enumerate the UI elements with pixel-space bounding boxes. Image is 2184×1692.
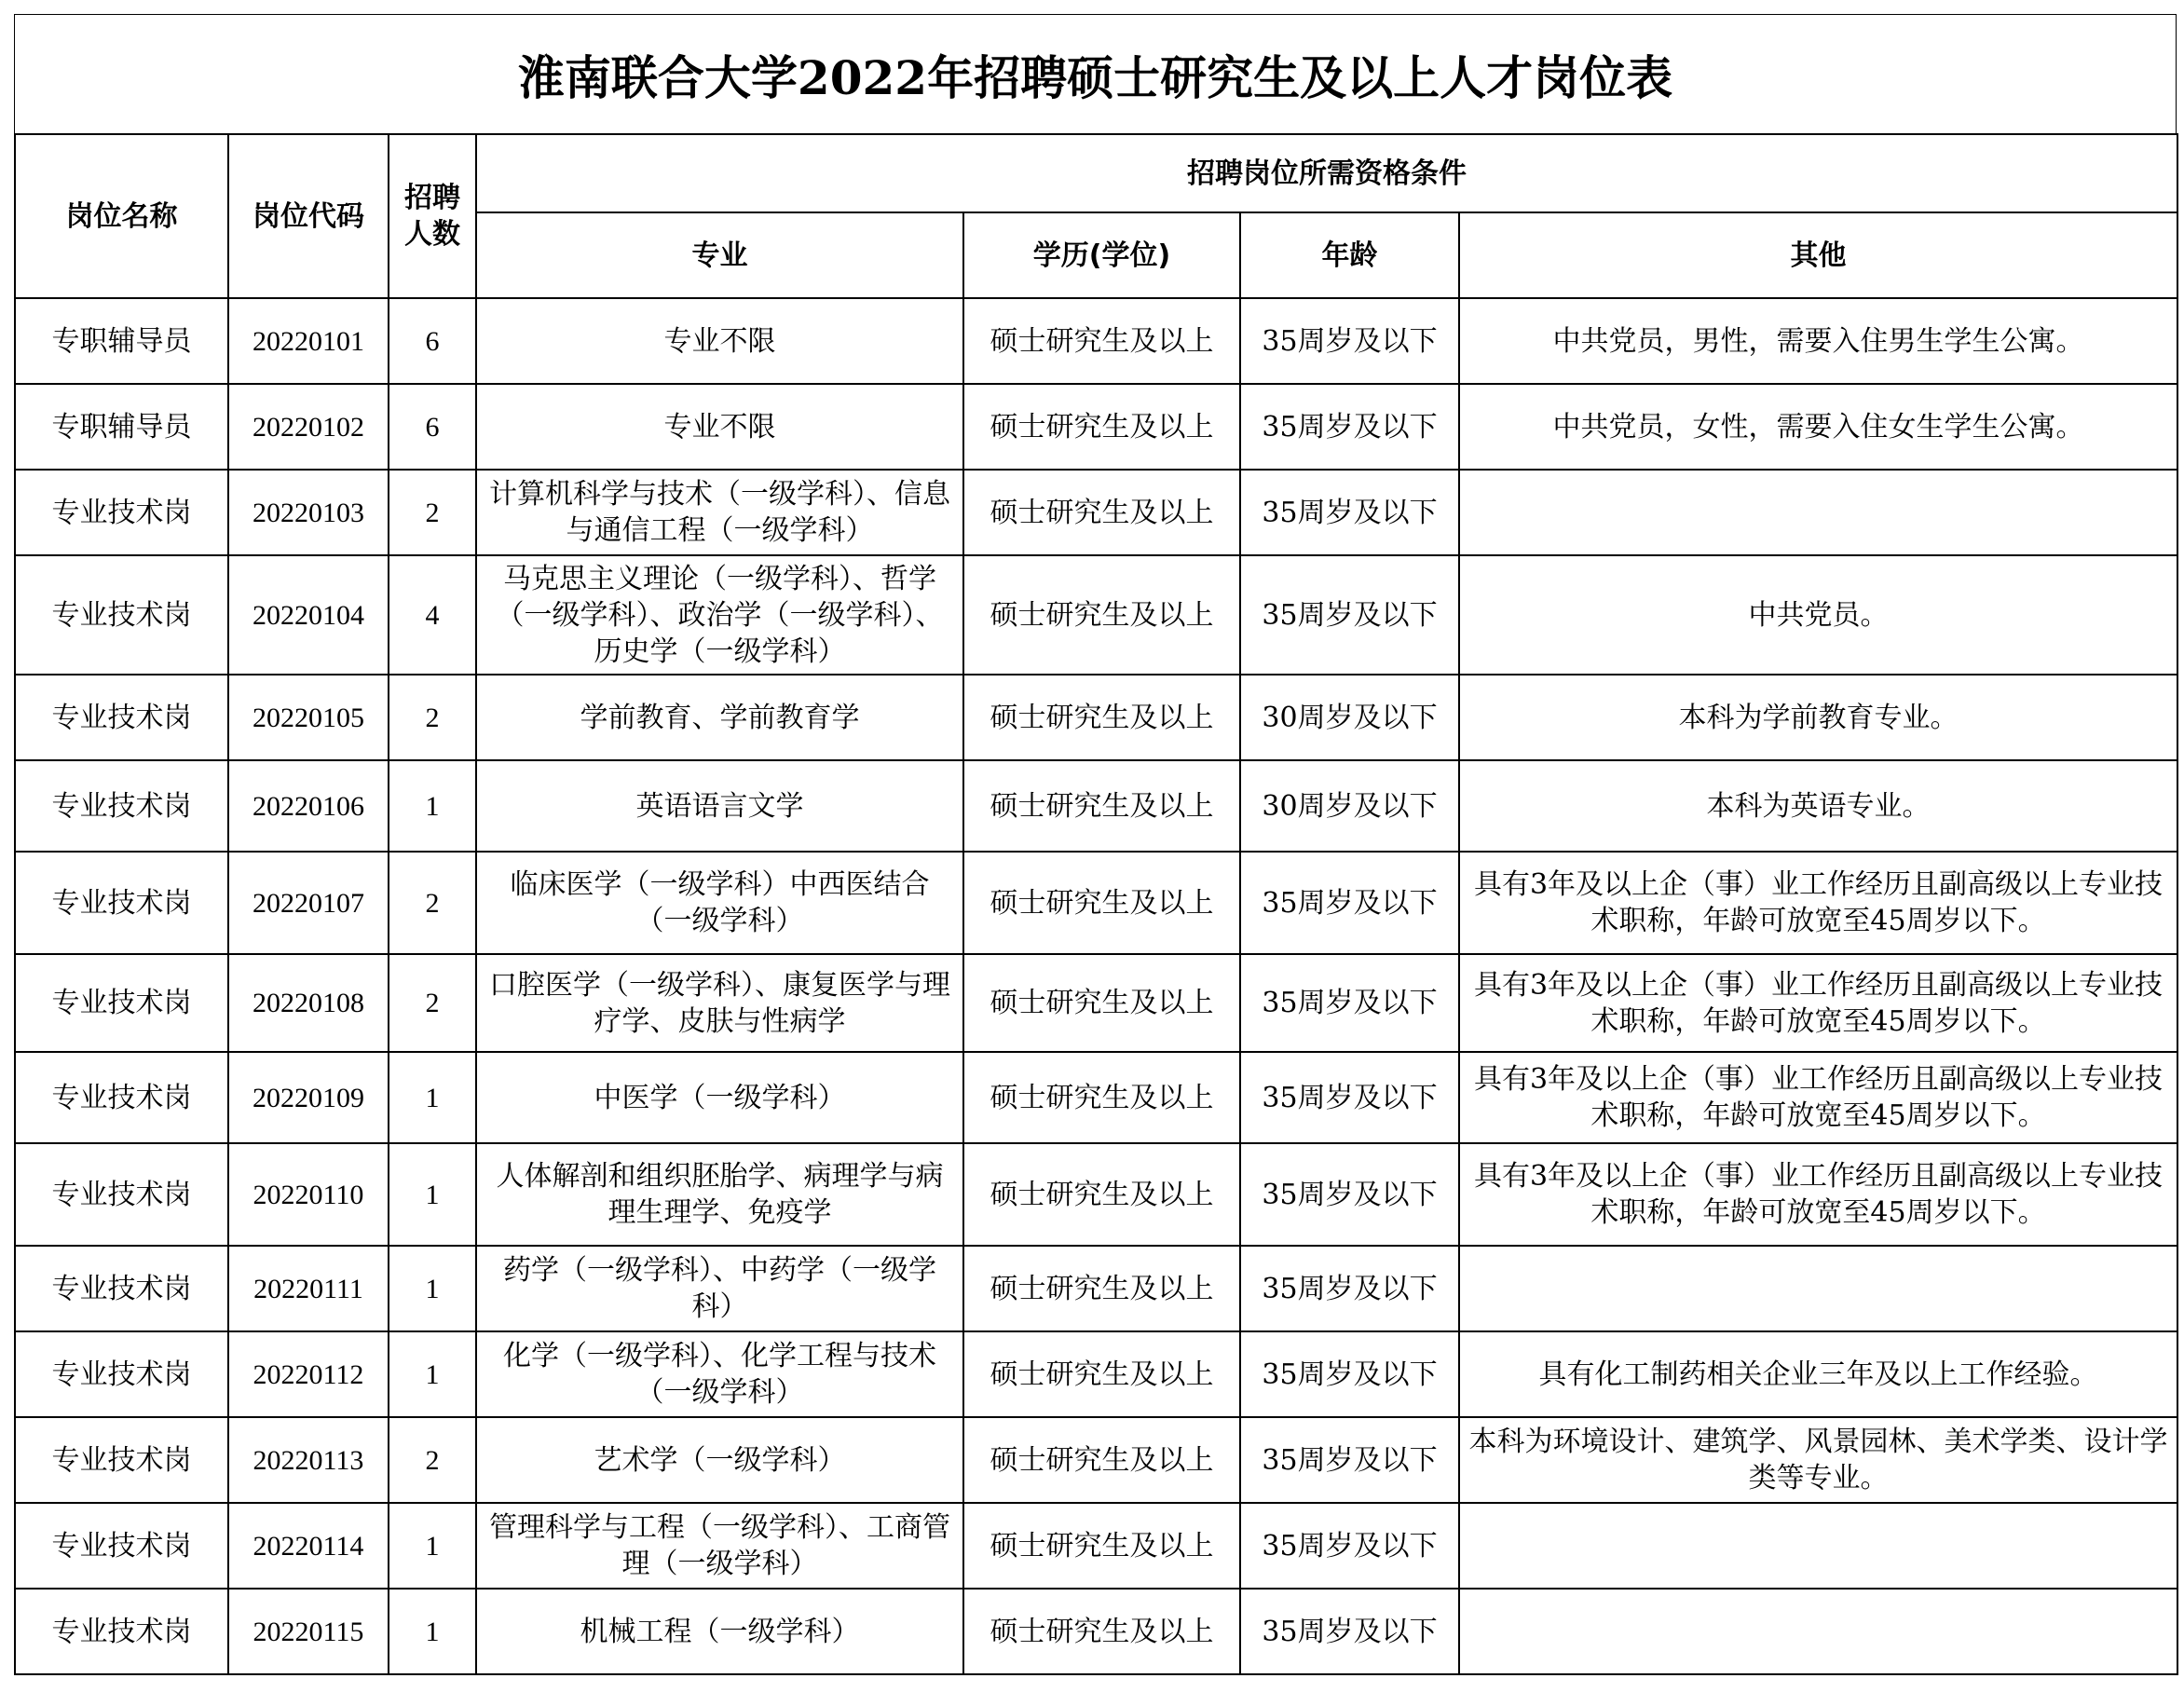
cell-position-name: 专业技术岗 xyxy=(15,1143,228,1246)
cell-age: 35周岁及以下 xyxy=(1240,1503,1459,1589)
header-education: 学历(学位) xyxy=(963,212,1240,298)
table-row xyxy=(15,675,2177,760)
cell-position-code: 20220109 xyxy=(228,1052,389,1143)
cell-age: 35周岁及以下 xyxy=(1240,1331,1459,1417)
cell-other: 具有3年及以上企（事）业工作经历且副高级以上专业技术职称，年龄可放宽至45周岁以下。 xyxy=(1459,1143,2177,1246)
cell-education: 硕士研究生及以上 xyxy=(963,1589,1240,1674)
cell-position-code: 20220105 xyxy=(228,675,389,760)
cell-position-code: 20220111 xyxy=(228,1246,389,1331)
cell-education: 硕士研究生及以上 xyxy=(963,954,1240,1052)
cell-other: 中共党员，男性，需要入住男生学生公寓。 xyxy=(1459,298,2177,384)
cell-position-code: 20220103 xyxy=(228,470,389,555)
cell-hiring-count: 1 xyxy=(389,760,476,852)
cell-other: 具有3年及以上企（事）业工作经历且副高级以上专业技术职称，年龄可放宽至45周岁以下。 xyxy=(1459,1052,2177,1143)
table-row xyxy=(15,298,2177,384)
cell-education: 硕士研究生及以上 xyxy=(963,470,1240,555)
cell-major: 药学（一级学科）、中药学（一级学科） xyxy=(476,1246,963,1331)
table-row xyxy=(15,954,2177,1052)
cell-hiring-count: 6 xyxy=(389,298,476,384)
cell-education: 硕士研究生及以上 xyxy=(963,675,1240,760)
table-row xyxy=(15,1143,2177,1246)
cell-major: 化学（一级学科）、化学工程与技术（一级学科） xyxy=(476,1331,963,1417)
document-page xyxy=(14,14,2177,1675)
cell-age: 35周岁及以下 xyxy=(1240,1417,1459,1503)
cell-other xyxy=(1459,1246,2177,1331)
cell-education: 硕士研究生及以上 xyxy=(963,1331,1240,1417)
table-row xyxy=(15,1589,2177,1674)
header-age: 年龄 xyxy=(1240,212,1459,298)
cell-position-name: 专业技术岗 xyxy=(15,760,228,852)
cell-position-code: 20220104 xyxy=(228,555,389,675)
cell-position-name: 专业技术岗 xyxy=(15,470,228,555)
header-position-name: 岗位名称 xyxy=(15,134,228,298)
table-row xyxy=(15,852,2177,954)
cell-position-name: 专业技术岗 xyxy=(15,675,228,760)
cell-major: 口腔医学（一级学科）、康复医学与理疗学、皮肤与性病学 xyxy=(476,954,963,1052)
cell-major: 专业不限 xyxy=(476,298,963,384)
cell-position-name: 专业技术岗 xyxy=(15,555,228,675)
cell-position-name: 专业技术岗 xyxy=(15,1246,228,1331)
cell-major: 专业不限 xyxy=(476,384,963,470)
cell-other: 本科为学前教育专业。 xyxy=(1459,675,2177,760)
cell-position-code: 20220110 xyxy=(228,1143,389,1246)
table-body xyxy=(15,298,2177,1674)
table-row xyxy=(15,1246,2177,1331)
cell-position-code: 20220112 xyxy=(228,1331,389,1417)
cell-hiring-count: 1 xyxy=(389,1589,476,1674)
cell-major: 管理科学与工程（一级学科）、工商管理（一级学科） xyxy=(476,1503,963,1589)
cell-position-code: 20220114 xyxy=(228,1503,389,1589)
header-row-1 xyxy=(15,134,2177,212)
table-row xyxy=(15,1417,2177,1503)
cell-other: 中共党员。 xyxy=(1459,555,2177,675)
cell-education: 硕士研究生及以上 xyxy=(963,298,1240,384)
cell-other: 本科为环境设计、建筑学、风景园林、美术学类、设计学类等专业。 xyxy=(1459,1417,2177,1503)
cell-age: 35周岁及以下 xyxy=(1240,384,1459,470)
header-count-line2: 人数 xyxy=(404,218,460,251)
cell-position-code: 20220115 xyxy=(228,1589,389,1674)
cell-position-name: 专业技术岗 xyxy=(15,1331,228,1417)
cell-position-name: 专业技术岗 xyxy=(15,1052,228,1143)
cell-age: 30周岁及以下 xyxy=(1240,760,1459,852)
cell-position-name: 专业技术岗 xyxy=(15,1503,228,1589)
header-conditions: 招聘岗位所需资格条件 xyxy=(476,134,2177,212)
cell-education: 硕士研究生及以上 xyxy=(963,1417,1240,1503)
table-row xyxy=(15,384,2177,470)
cell-age: 35周岁及以下 xyxy=(1240,1052,1459,1143)
cell-hiring-count: 1 xyxy=(389,1331,476,1417)
cell-hiring-count: 2 xyxy=(389,675,476,760)
cell-position-name: 专业技术岗 xyxy=(15,954,228,1052)
table-title: 淮南联合大学2022年招聘硕士研究生及以上人才岗位表 xyxy=(14,14,2177,133)
cell-education: 硕士研究生及以上 xyxy=(963,1503,1240,1589)
cell-education: 硕士研究生及以上 xyxy=(963,1052,1240,1143)
cell-major: 临床医学（一级学科）中西医结合（一级学科） xyxy=(476,852,963,954)
cell-hiring-count: 2 xyxy=(389,470,476,555)
cell-major: 机械工程（一级学科） xyxy=(476,1589,963,1674)
header-hiring-count xyxy=(389,134,476,298)
cell-position-name: 专职辅导员 xyxy=(15,298,228,384)
header-position-code: 岗位代码 xyxy=(228,134,389,298)
cell-other: 具有3年及以上企（事）业工作经历且副高级以上专业技术职称，年龄可放宽至45周岁以下。 xyxy=(1459,954,2177,1052)
cell-other xyxy=(1459,470,2177,555)
cell-education: 硕士研究生及以上 xyxy=(963,760,1240,852)
positions-table xyxy=(14,133,2178,1675)
cell-education: 硕士研究生及以上 xyxy=(963,852,1240,954)
cell-major: 中医学（一级学科） xyxy=(476,1052,963,1143)
table-row xyxy=(15,555,2177,675)
cell-education: 硕士研究生及以上 xyxy=(963,384,1240,470)
table-row xyxy=(15,1052,2177,1143)
cell-age: 35周岁及以下 xyxy=(1240,555,1459,675)
cell-age: 35周岁及以下 xyxy=(1240,1589,1459,1674)
cell-hiring-count: 1 xyxy=(389,1246,476,1331)
header-major: 专业 xyxy=(476,212,963,298)
cell-hiring-count: 1 xyxy=(389,1143,476,1246)
header-count-line1: 招聘 xyxy=(404,182,460,214)
cell-education: 硕士研究生及以上 xyxy=(963,1143,1240,1246)
cell-hiring-count: 1 xyxy=(389,1503,476,1589)
cell-age: 35周岁及以下 xyxy=(1240,470,1459,555)
header-other: 其他 xyxy=(1459,212,2177,298)
cell-major: 人体解剖和组织胚胎学、病理学与病理生理学、免疫学 xyxy=(476,1143,963,1246)
cell-other: 本科为英语专业。 xyxy=(1459,760,2177,852)
cell-age: 35周岁及以下 xyxy=(1240,298,1459,384)
cell-hiring-count: 1 xyxy=(389,1052,476,1143)
cell-major: 艺术学（一级学科） xyxy=(476,1417,963,1503)
cell-other xyxy=(1459,1589,2177,1674)
cell-major: 马克思主义理论（一级学科）、哲学（一级学科）、政治学（一级学科）、历史学（一级学科） xyxy=(476,555,963,675)
cell-major: 计算机科学与技术（一级学科）、信息与通信工程（一级学科） xyxy=(476,470,963,555)
table-row xyxy=(15,1503,2177,1589)
cell-age: 35周岁及以下 xyxy=(1240,852,1459,954)
cell-age: 35周岁及以下 xyxy=(1240,954,1459,1052)
cell-other: 中共党员，女性，需要入住女生学生公寓。 xyxy=(1459,384,2177,470)
cell-position-name: 专业技术岗 xyxy=(15,1417,228,1503)
cell-major: 英语语言文学 xyxy=(476,760,963,852)
cell-position-code: 20220101 xyxy=(228,298,389,384)
cell-position-name: 专业技术岗 xyxy=(15,1589,228,1674)
cell-education: 硕士研究生及以上 xyxy=(963,555,1240,675)
cell-position-name: 专业技术岗 xyxy=(15,852,228,954)
cell-position-code: 20220107 xyxy=(228,852,389,954)
cell-age: 30周岁及以下 xyxy=(1240,675,1459,760)
cell-position-code: 20220102 xyxy=(228,384,389,470)
cell-other xyxy=(1459,1503,2177,1589)
cell-hiring-count: 6 xyxy=(389,384,476,470)
table-row xyxy=(15,1331,2177,1417)
cell-position-code: 20220108 xyxy=(228,954,389,1052)
cell-other: 具有化工制药相关企业三年及以上工作经验。 xyxy=(1459,1331,2177,1417)
cell-education: 硕士研究生及以上 xyxy=(963,1246,1240,1331)
cell-hiring-count: 2 xyxy=(389,1417,476,1503)
cell-position-code: 20220113 xyxy=(228,1417,389,1503)
table-row xyxy=(15,760,2177,852)
cell-position-code: 20220106 xyxy=(228,760,389,852)
cell-major: 学前教育、学前教育学 xyxy=(476,675,963,760)
cell-age: 35周岁及以下 xyxy=(1240,1143,1459,1246)
cell-age: 35周岁及以下 xyxy=(1240,1246,1459,1331)
table-row xyxy=(15,470,2177,555)
cell-hiring-count: 2 xyxy=(389,852,476,954)
cell-hiring-count: 2 xyxy=(389,954,476,1052)
cell-position-name: 专职辅导员 xyxy=(15,384,228,470)
cell-hiring-count: 4 xyxy=(389,555,476,675)
cell-other: 具有3年及以上企（事）业工作经历且副高级以上专业技术职称，年龄可放宽至45周岁以下。 xyxy=(1459,852,2177,954)
